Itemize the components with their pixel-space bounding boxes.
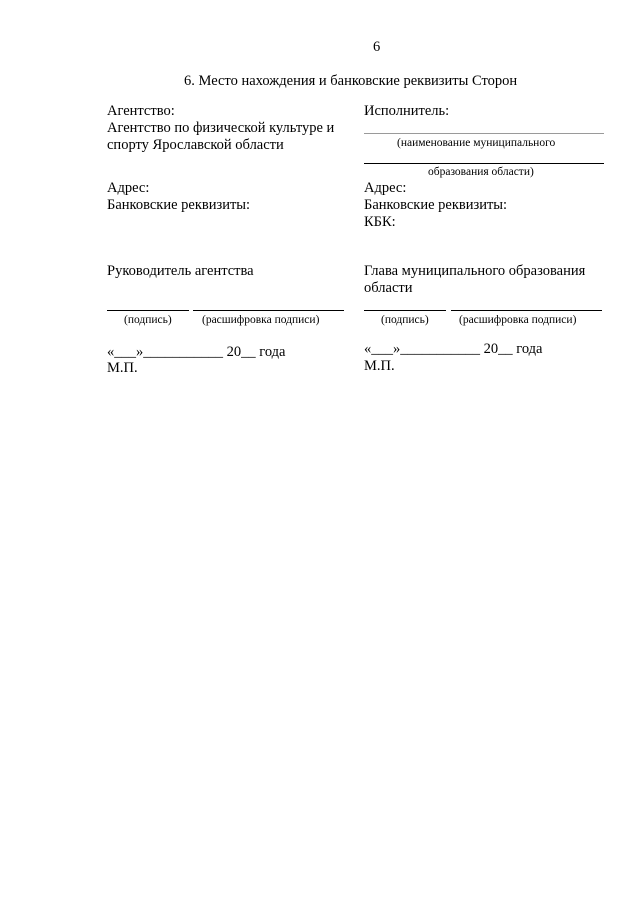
executor-decode-caption: (расшифровка подписи) (459, 314, 577, 326)
executor-name-caption1: (наименование муниципального (397, 137, 556, 149)
executor-signer-title-line1: Глава муниципального образования (364, 263, 586, 279)
executor-kbk-label: КБК: (364, 214, 396, 230)
executor-name-caption2: образования области) (428, 166, 534, 178)
agency-signature-caption: (подпись) (124, 314, 172, 326)
agency-decode-caption: (расшифровка подписи) (202, 314, 320, 326)
agency-name-line1: Агентство по физической культуре и (107, 120, 335, 136)
executor-signature-line (364, 310, 446, 311)
agency-decode-line (193, 310, 344, 311)
agency-signer-title: Руководитель агентства (107, 263, 254, 279)
executor-bank-label: Банковские реквизиты: (364, 197, 508, 213)
executor-name-line2 (364, 163, 604, 164)
agency-signature-line (107, 310, 189, 311)
agency-stamp-label: М.П. (107, 360, 138, 376)
agency-date-line: «___»___________ 20__ года (107, 344, 286, 360)
agency-heading: Агентство: (107, 103, 175, 119)
executor-address-label: Адрес: (364, 180, 407, 196)
executor-heading: Исполнитель: (364, 103, 450, 119)
section-title: 6. Место нахождения и банковские реквизиты Сторон (184, 73, 518, 89)
executor-decode-line (451, 310, 602, 311)
executor-signature-caption: (подпись) (381, 314, 429, 326)
agency-name-line2: спорту Ярославской области (107, 137, 284, 153)
executor-name-line (364, 133, 604, 134)
executor-date-line: «___»___________ 20__ года (364, 341, 543, 357)
executor-signer-title-line2: области (364, 280, 413, 296)
agency-address-label: Адрес: (107, 180, 150, 196)
executor-stamp-label: М.П. (364, 358, 395, 374)
page-number: 6 (373, 39, 381, 55)
agency-bank-label: Банковские реквизиты: (107, 197, 251, 213)
